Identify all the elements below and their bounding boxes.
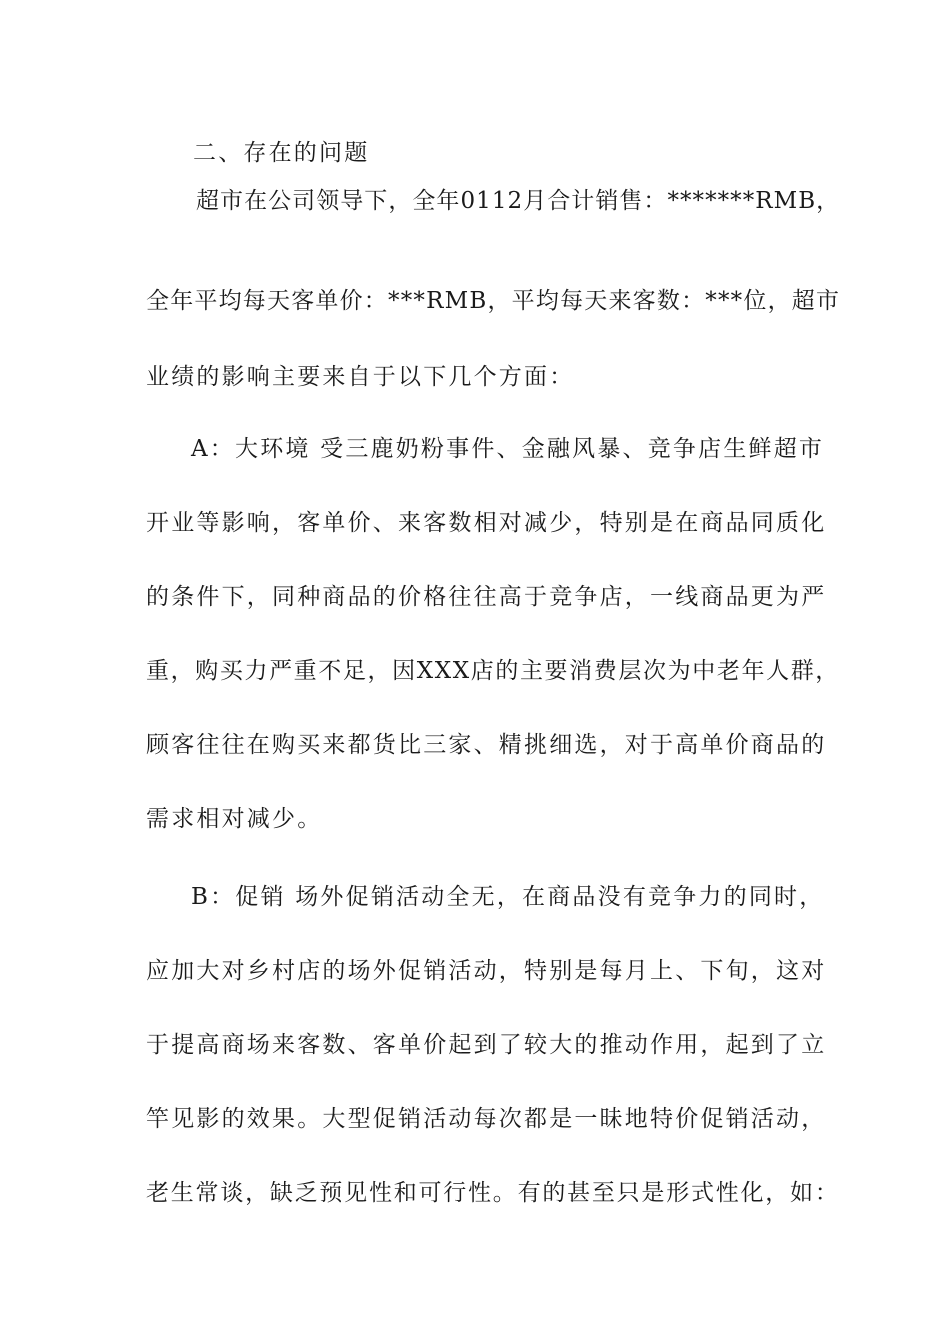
para1-line-1: 超市在公司领导下，全年0112月合计销售：*******RMB， — [196, 188, 841, 214]
para2-line-3: 的条件下，同种商品的价格往往高于竞争店，一线商品更为严 — [146, 584, 827, 610]
para3-line-2: 应加大对乡村店的场外促销活动，特别是每月上、下旬，这对 — [146, 958, 827, 984]
para3-line-1: B：促销 场外促销活动全无，在商品没有竞争力的同时， — [191, 884, 825, 910]
para1-line-3: 业绩的影响主要来自于以下几个方面： — [146, 364, 575, 390]
section-heading: 二、存在的问题 — [193, 140, 370, 166]
para3-line-4: 竿见影的效果。大型促销活动每次都是一昧地特价促销活动， — [146, 1106, 827, 1132]
para2-line-4: 重，购买力严重不足，因XXX店的主要消费层次为中老年人群， — [146, 658, 840, 684]
para1-line-2: 全年平均每天客单价：***RMB，平均每天来客数：***位，超市 — [146, 288, 841, 314]
para2-line-1: A：大环境 受三鹿奶粉事件、金融风暴、竞争店生鲜超市 — [191, 436, 825, 462]
para3-line-5: 老生常谈，缺乏预见性和可行性。有的甚至只是形式性化，如： — [146, 1180, 840, 1206]
para2-line-6: 需求相对减少。 — [146, 806, 323, 832]
para2-line-2: 开业等影响，客单价、来客数相对减少，特别是在商品同质化 — [146, 510, 827, 536]
para3-line-3: 于提高商场来客数、客单价起到了较大的推动作用，起到了立 — [146, 1032, 827, 1058]
para2-line-5: 顾客往往在购买来都货比三家、精挑细选，对于高单价商品的 — [146, 732, 827, 758]
